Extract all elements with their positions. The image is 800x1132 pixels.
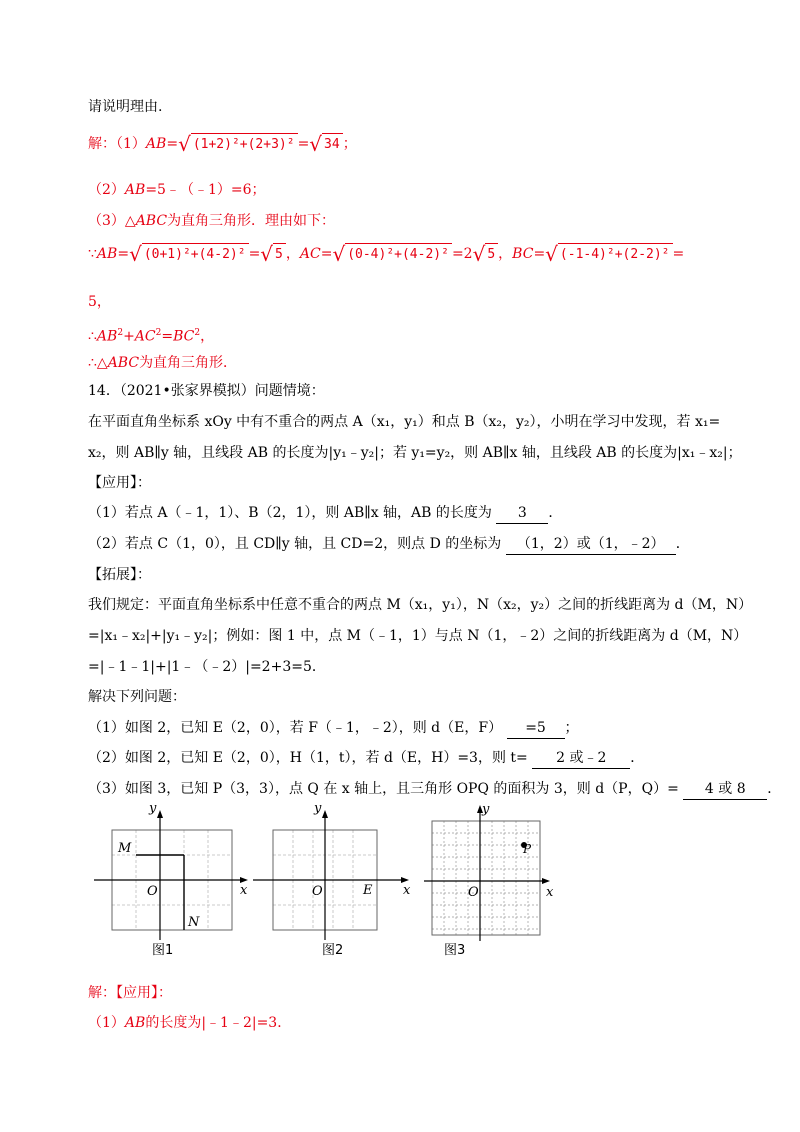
distance-computation: ∵AB=√ (0+1)²+(4-2)² =√ 5 ，AC=√ (0-4)²+(4-2)² =2√ 5 ，BC=√ (-1-4)²+(2-2)² = xyxy=(88,242,685,266)
figure-3 xyxy=(420,795,560,960)
solution-part3 xyxy=(88,211,335,231)
figure-caption: 图1 xyxy=(152,943,174,958)
equals: = xyxy=(297,136,310,152)
punctuation: ， xyxy=(285,246,300,262)
solution-2-line-1 xyxy=(88,1013,291,1033)
because-symbol: ∵ xyxy=(88,246,97,262)
therefore-symbol: ∴△ xyxy=(88,355,108,371)
punctuation: ； xyxy=(342,136,357,152)
problem-text-line: 在平面直角坐标系 xOy 中有不重合的两点 A（x₁，y₁）和点 B（x₂，y₂），小明在学习中发现，若 x₁= xyxy=(88,414,721,430)
equals: = xyxy=(672,246,685,262)
answer-blank xyxy=(496,503,548,524)
definition-line: =|﹣1﹣1|+|1﹣（﹣2）|=2+3=5． xyxy=(88,659,326,675)
radical: √ (0-4)²+(4-2)² xyxy=(332,243,452,265)
text-line: 请说明理由. xyxy=(88,99,163,115)
answer-text: 2 或﹣2 xyxy=(556,750,607,766)
segment-label: AB xyxy=(96,246,118,262)
x-axis-label: x xyxy=(240,883,248,898)
statement: 为直角三角形． xyxy=(139,355,238,371)
figure-caption: 图2 xyxy=(322,943,344,958)
x-axis-label: x xyxy=(546,885,554,900)
radical: √ 5 xyxy=(473,243,499,265)
answer-text: （1，2）或（1，﹣2） xyxy=(516,536,665,552)
punctuation: ． xyxy=(548,505,563,521)
definition-line: =|x₁﹣x₂|+|y₁﹣y₂|；例如：图 1 中，点 M（﹣1，1）与点 N（1，﹣2）之间的折线距离为 d（M，N） xyxy=(88,628,748,644)
segment-label: AB xyxy=(145,136,167,152)
answer-text: =5 xyxy=(525,720,546,736)
punctuation: ． xyxy=(767,781,782,797)
segment-label: BC xyxy=(512,246,534,262)
point-m-label: M xyxy=(118,841,132,856)
figure-2 xyxy=(245,800,420,960)
solution-part1 xyxy=(88,133,357,155)
origin-label: O xyxy=(312,884,323,899)
answer-blank xyxy=(683,779,767,800)
question-text: （3）如图 3，已知 P（3，3），点 Q 在 x 轴上，且三角形 OPQ 的面积为 3，则 d（P，Q）= xyxy=(88,781,679,797)
exponent: 2 xyxy=(155,328,162,338)
apply-question-2 xyxy=(88,534,690,555)
segment-label: AB xyxy=(96,328,118,345)
solve-heading: 解决下列问题： xyxy=(88,689,186,705)
radicand: (1+2)²+(2+3)² xyxy=(191,133,298,155)
expression: 的长度为|﹣1﹣2|=3． xyxy=(145,1015,292,1031)
radical: √ (0+1)²+(4-2)² xyxy=(129,243,249,265)
distance-bc-value: 5， xyxy=(88,294,111,310)
punctuation: ， xyxy=(200,328,215,345)
radical: √ (-1-4)²+(2-2)² xyxy=(545,243,672,265)
answer-blank xyxy=(506,534,676,555)
punctuation: ． xyxy=(630,750,645,766)
punctuation: ， xyxy=(498,246,513,262)
pythagoras-statement xyxy=(88,323,214,347)
radicand: (0-4)²+(4-2)² xyxy=(345,243,452,265)
extend-question-1 xyxy=(88,718,579,739)
punctuation: ； xyxy=(564,720,579,736)
question-text: （2）若点 C（1，0），且 CD∥y 轴，且 CD=2，则点 D 的坐标为 xyxy=(88,536,502,552)
segment-label: AC xyxy=(299,246,321,262)
problem-text-line: x₂，则 AB∥y 轴，且线段 AB 的长度为|y₁﹣y₂|；若 y₁=y₂，则 AB∥x 轴，且线段 AB 的长度为|x₁﹣x₂|； xyxy=(88,445,742,461)
solution-2-label: 解：【应用】： xyxy=(88,985,172,1001)
segment-label: AB xyxy=(124,182,146,198)
point-n-label: N xyxy=(188,915,200,930)
part-number: （1） xyxy=(88,1015,125,1031)
answer-blank xyxy=(532,748,630,769)
figure-1 xyxy=(90,800,260,960)
question-14-header: 14．（2021•张家界模拟）问题情境： xyxy=(88,383,325,399)
segment-label: BC xyxy=(173,328,195,345)
solution-label: 解： xyxy=(88,136,116,152)
radicand: 34 xyxy=(322,133,343,155)
section-heading-extend: 【拓展】： xyxy=(88,567,151,583)
answer-text: 3 xyxy=(517,505,527,521)
triangle-label: ABC xyxy=(135,213,168,229)
figure-caption: 图3 xyxy=(444,943,466,958)
question-text: （2）如图 2，已知 E（2，0），H（1，t），若 d（E，H）=3，则 t= xyxy=(88,750,528,766)
y-axis-label: y xyxy=(482,802,490,817)
exponent: 2 xyxy=(117,328,124,338)
solution-part2 xyxy=(88,180,266,200)
radicand: 5 xyxy=(273,243,286,265)
expression: =5﹣（﹣1）=6； xyxy=(145,182,266,198)
apply-question-1 xyxy=(88,503,562,524)
x-axis-label: x xyxy=(403,883,411,898)
part-number: （3）△ xyxy=(88,213,136,229)
question-text: （1）如图 2，已知 E（2，0），若 F（﹣1，﹣2），则 d（E，F） xyxy=(88,720,503,736)
origin-label: O xyxy=(468,885,479,900)
equals: = xyxy=(166,136,179,152)
plus: + xyxy=(123,328,135,345)
radicand: (-1-4)²+(2-2)² xyxy=(558,243,673,265)
part-number: （2） xyxy=(88,182,125,198)
statement: 为直角三角形．理由如下： xyxy=(167,213,336,229)
y-axis-label: y xyxy=(314,801,322,816)
radicand: (0+1)²+(4-2)² xyxy=(142,243,249,265)
therefore-symbol: ∴ xyxy=(88,328,97,345)
section-heading-apply: 【应用】： xyxy=(88,475,151,491)
equals: = xyxy=(161,328,174,345)
point-e-label: E xyxy=(363,883,373,898)
radical: √ 34 xyxy=(309,133,342,155)
exponent: 2 xyxy=(194,328,201,338)
answer-blank xyxy=(507,718,565,739)
triangle-label: ABC xyxy=(107,355,140,371)
radical: √ (1+2)²+(2+3)² xyxy=(178,133,298,155)
answer-text: 4 或 8 xyxy=(704,781,746,797)
question-text: （1）若点 A（﹣1，1）、B（2，1），则 AB∥x 轴，AB 的长度为 xyxy=(88,505,492,521)
radicand: 5 xyxy=(485,243,498,265)
definition-line: 我们规定：平面直角坐标系中任意不重合的两点 M（x₁，y₁），N（x₂，y₂）之间的折线距离为 d（M，N） xyxy=(88,597,753,613)
part-number: （1） xyxy=(116,136,146,152)
origin-label: O xyxy=(147,884,158,899)
conclusion xyxy=(88,353,237,373)
coefficient: 2 xyxy=(463,246,473,262)
y-axis-label: y xyxy=(149,801,157,816)
point-p-label: P xyxy=(523,842,532,856)
radical: √ 5 xyxy=(260,243,286,265)
segment-label: AC xyxy=(134,328,156,345)
extend-question-2 xyxy=(88,748,644,769)
segment-label: AB xyxy=(124,1015,146,1031)
punctuation: ． xyxy=(675,536,690,552)
